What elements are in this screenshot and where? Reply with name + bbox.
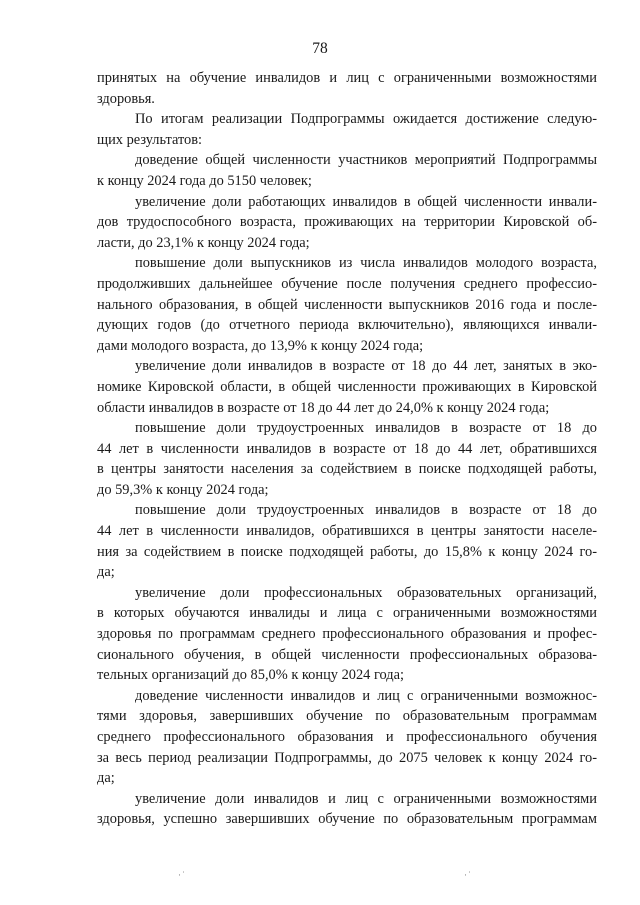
text-line: повышение доли трудоустроенных инвалидов в возрасте от 18 до (135, 420, 597, 437)
text-line: нального образования, в общей численности выпускников 2016 года и после- (97, 296, 597, 313)
text-line: ния за содействием в поиске подходящей работы, до 15,8% к концу 2024 го- (97, 543, 597, 560)
text-line: да; (97, 770, 115, 787)
text-line: повышение доли трудоустроенных инвалидов в возрасте от 18 до (135, 502, 597, 519)
text-line: увеличение доли инвалидов и лиц с ограниченными возможностями (135, 790, 597, 807)
text-line: доведение общей численности участников мероприятий Подпрограммы (135, 152, 597, 169)
text-line: повышение доли выпускников из числа инвалидов молодого возраста, (135, 255, 597, 272)
text-line: дующих годов (до отчетного периода включительно), являющихся инвали- (97, 317, 597, 334)
text-line: дами молодого возраста, до 13,9% к концу 2024 года; (97, 337, 424, 354)
text-line: в которых обучаются инвалиды и лица с ограниченными возможностями (97, 605, 597, 622)
text-line: к концу 2024 года до 5150 человек; (97, 172, 312, 189)
document-body (97, 68, 597, 830)
text-line: номике Кировской области, в общей численности проживающих в Кировской (97, 378, 597, 395)
text-line: продолживших дальнейшее обучение после получения среднего профессио- (97, 275, 597, 292)
text-line: увеличение доли инвалидов в возрасте от 18 до 44 лет, занятых в эко- (135, 358, 597, 375)
text-line: увеличение доли профессиональных образовательных организаций, (135, 584, 597, 601)
text-line: за весь период реализации Подпрограммы, до 2075 человек к концу 2024 го- (97, 749, 597, 766)
text-line: здоровья, успешно завершивших обучение по образовательным программам (97, 811, 597, 828)
text-line: 44 лет в численности инвалидов в возрасте от 18 до 44 лет, обратившихся (97, 440, 597, 457)
text-line: По итогам реализации Подпрограммы ожидается достижение следую- (135, 111, 597, 128)
text-line: щих результатов: (97, 131, 203, 148)
text-line: ласти, до 23,1% к концу 2024 года; (97, 234, 310, 251)
text-line: среднего профессионального образования и профессионального обучения (97, 729, 597, 745)
text-line: здоровья. (97, 90, 155, 107)
text-line: принятых на обучение инвалидов и лиц с ограниченными возможностями (97, 70, 597, 86)
scan-mark-right: ·˙ (464, 870, 472, 880)
text-line: тельных организаций до 85,0% к концу 2024 года; (97, 667, 404, 684)
text-line: дов трудоспособного возраста, проживающих на территории Кировской об- (97, 214, 597, 231)
scan-artifacts (0, 870, 640, 880)
page-number: 78 (312, 40, 328, 57)
text-line: здоровья по программам среднего профессионального образования и профес- (97, 626, 597, 643)
text-line: доведение численности инвалидов и лиц с ограниченными возможнос- (135, 687, 597, 704)
text-line: тями здоровья, завершивших обучение по образовательным программам (97, 708, 597, 725)
scan-mark-left: ·˙ (178, 870, 186, 880)
text-line: в центры занятости населения за содействием в поиске подходящей работы, (97, 461, 597, 478)
text-line: 44 лет в численности инвалидов, обратившихся в центры занятости населе- (97, 523, 597, 540)
text-line: да; (97, 564, 115, 581)
text-line: области инвалидов в возрасте от 18 до 44 лет до 24,0% к концу 2024 года; (97, 399, 550, 416)
text-line: увеличение доли работающих инвалидов в общей численности инвали- (135, 193, 597, 210)
text-line: сионального обучения, в общей численности профессиональных образова- (97, 646, 597, 663)
text-line: до 59,3% к концу 2024 года; (97, 481, 269, 498)
